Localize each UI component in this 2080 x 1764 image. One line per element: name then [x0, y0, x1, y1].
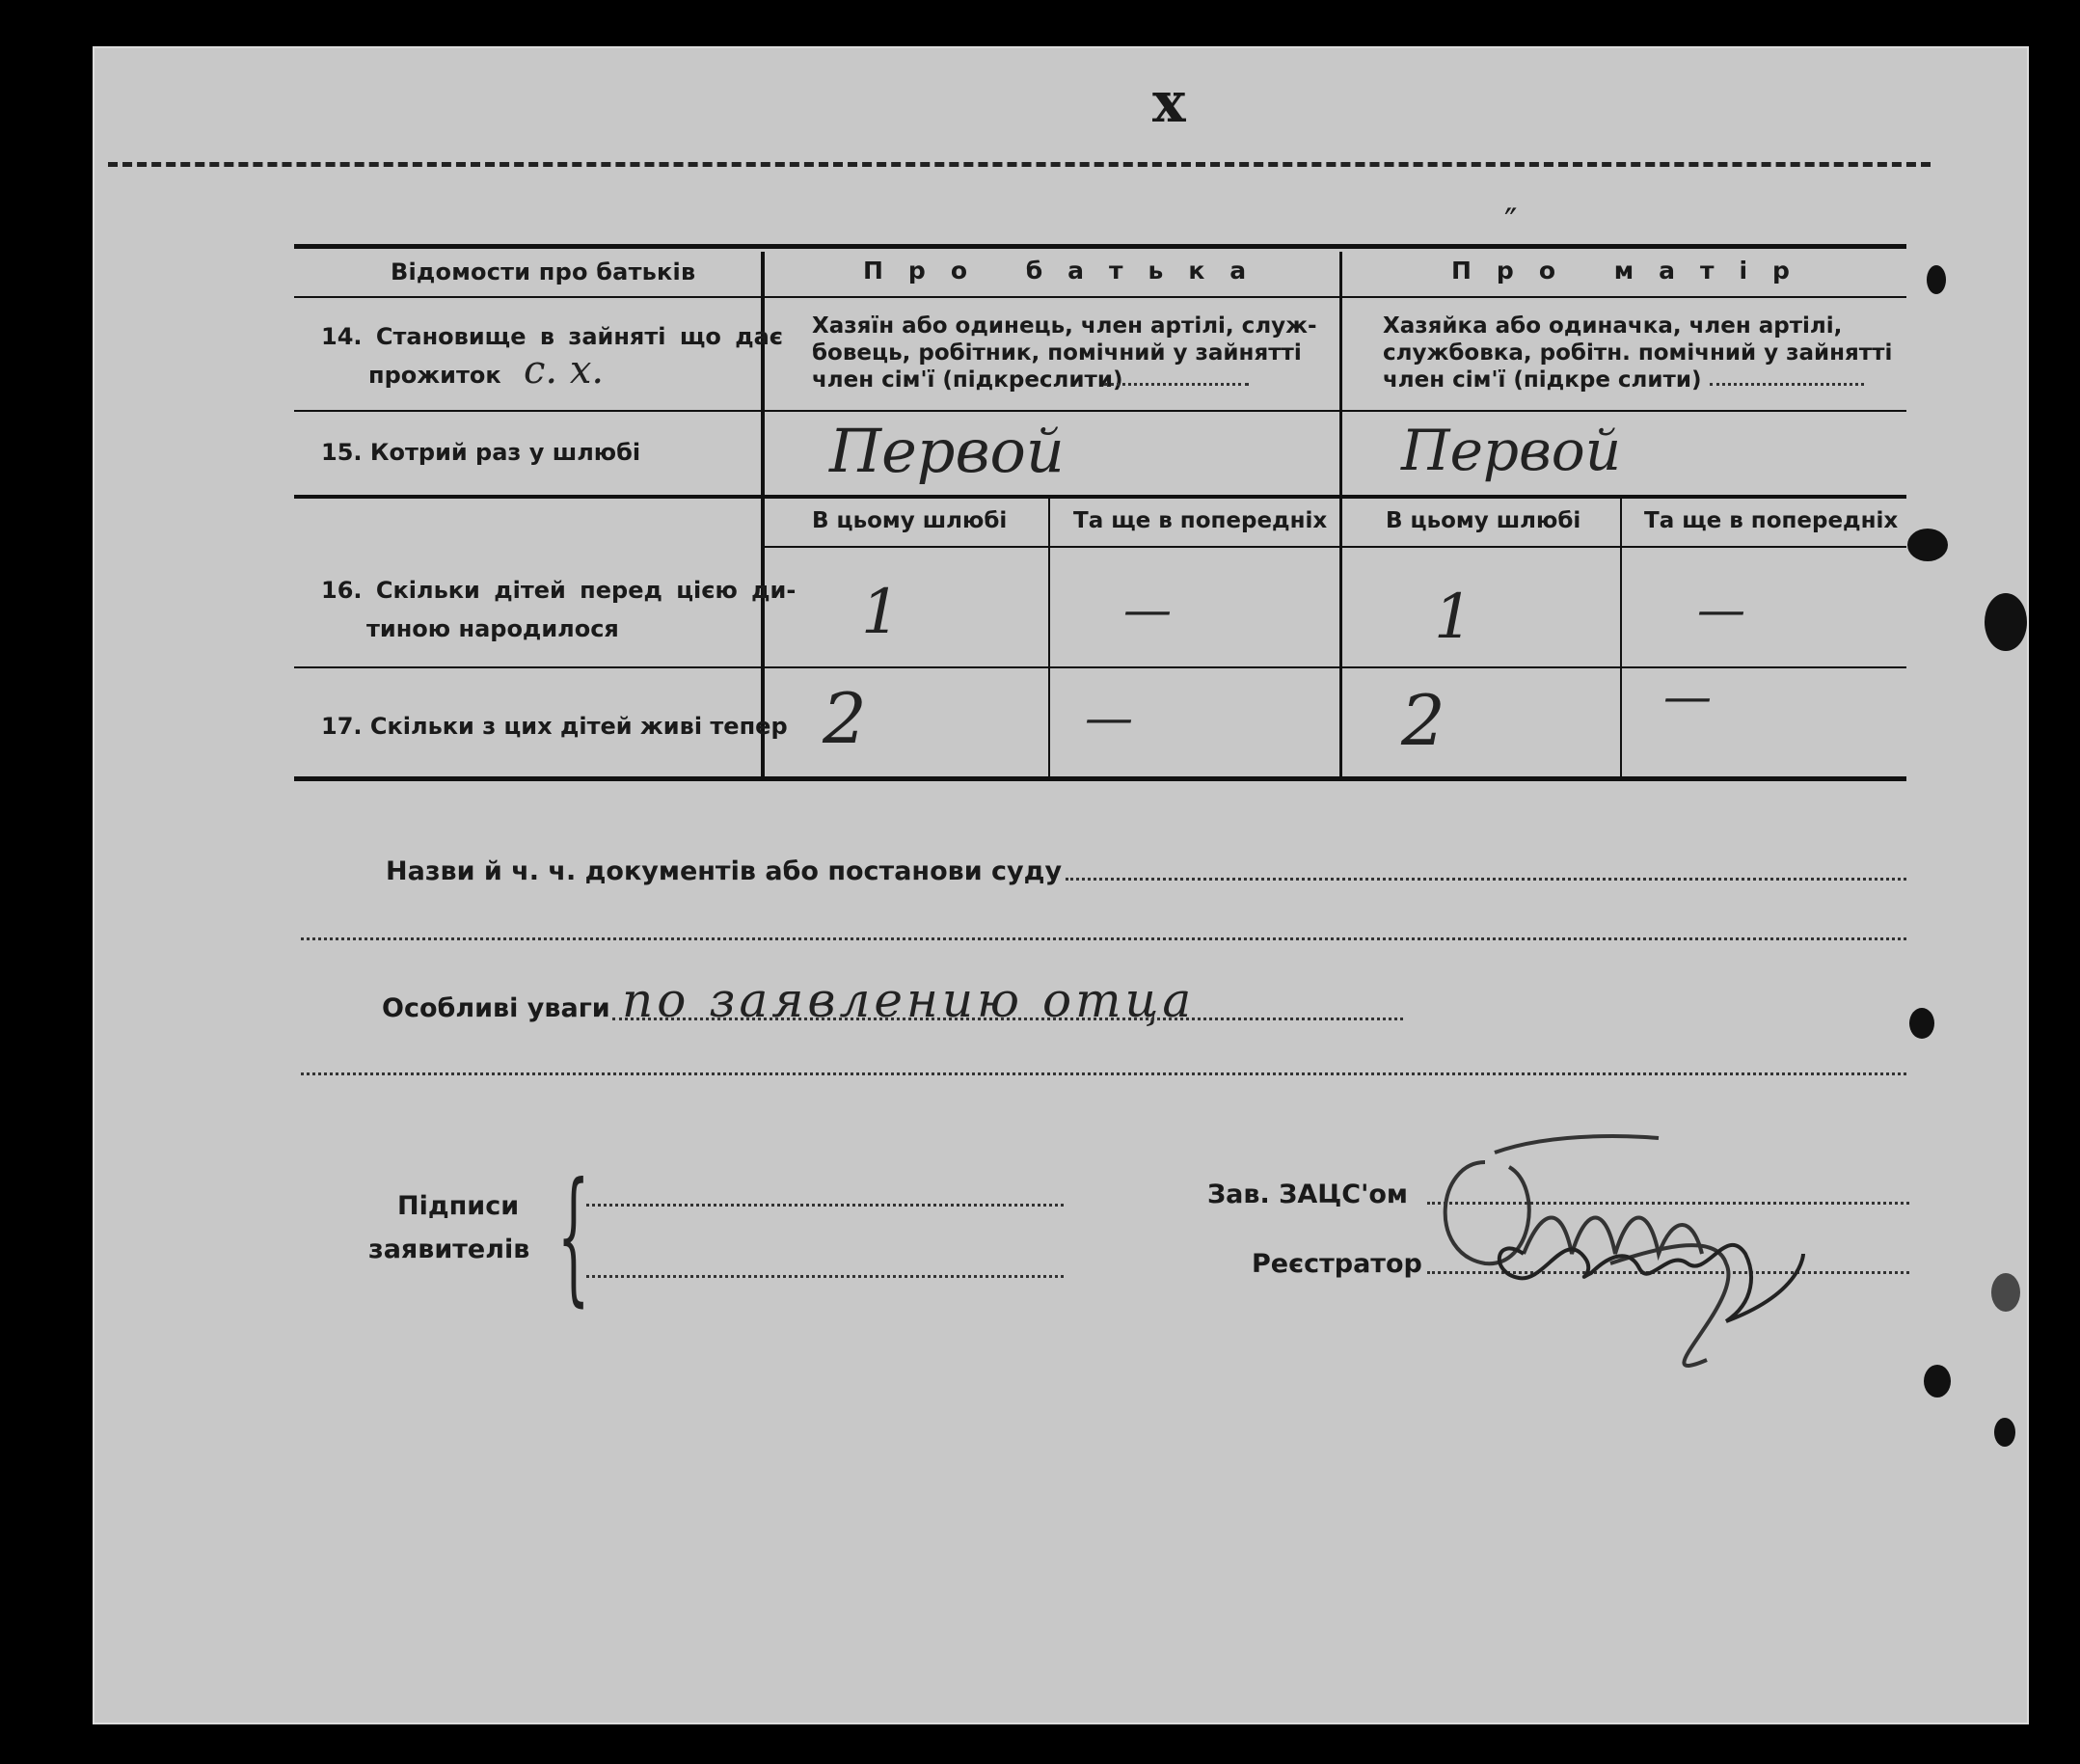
- row15-label: 15. Котрий раз у шлюбі: [321, 439, 641, 466]
- row14-label-line1: 14. Становище в зайняті що дає: [321, 323, 783, 350]
- row14-mother-line1: Хазяйка або одиначка, член артілі,: [1383, 313, 1843, 339]
- notes-handwritten-value: по заявлению отца: [622, 972, 1196, 1028]
- signatures-label-line2: заявителів: [368, 1235, 530, 1264]
- notes-blank: [612, 1018, 1403, 1020]
- row16-father-this: 1: [861, 577, 901, 648]
- row15-father-value: Первой: [829, 416, 1065, 486]
- punch-hole: [1927, 265, 1946, 294]
- row17-father-this: 2: [823, 678, 867, 759]
- table-bottom-border: [294, 776, 1906, 781]
- row14-mother-line3: член сім'ї (підкре слити): [1383, 367, 1702, 393]
- row15-mother-value: Первой: [1401, 418, 1622, 483]
- punch-hole: [1909, 1008, 1934, 1039]
- table-line: [294, 296, 1906, 298]
- row14-father-line2: бовець, робітник, помічний у зайнятті: [812, 340, 1302, 366]
- row17-label: 17. Скільки з цих дітей живі тепер: [321, 713, 788, 740]
- table-divider: [1048, 499, 1050, 777]
- table-divider: [1620, 499, 1622, 777]
- row16-label-line2: тиною народилося: [366, 615, 619, 642]
- father-this-marriage-header: В цьому шлюбі: [812, 508, 1008, 533]
- row16-father-prev: —: [1123, 582, 1172, 638]
- row14-handwritten-value: с. х.: [524, 348, 605, 393]
- row14-father-line3: член сім'ї (підкреслити): [812, 367, 1123, 393]
- signatures-brace: {: [557, 1153, 590, 1320]
- row14-father-line1: Хазяїн або одинець, член артілі, служ-: [812, 313, 1317, 339]
- notes-label: Особливі уваги: [382, 993, 610, 1023]
- father-previous-header: Та ще в попередніх: [1073, 508, 1328, 533]
- registrar-label: Реєстратор: [1252, 1249, 1422, 1279]
- row16-mother-prev: —: [1697, 582, 1745, 638]
- row17-mother-this: 2: [1401, 680, 1445, 761]
- header-mother: Про матір: [1451, 257, 1815, 285]
- row17-mother-prev: —: [1663, 668, 1712, 724]
- table-line: [294, 495, 1906, 499]
- row14-mother-line2: службовка, робітн. помічний у зайнятті: [1383, 340, 1893, 366]
- header-info: Відомости про батьків: [391, 258, 696, 285]
- table-line: [765, 546, 1906, 548]
- row14-label-line2: прожиток: [368, 362, 501, 389]
- documents-blank: [1066, 878, 1906, 881]
- punch-hole: [1924, 1365, 1951, 1398]
- row14-father-blank: [1104, 383, 1249, 386]
- pencil-tick-mark: ″: [1504, 203, 1518, 242]
- punch-hole: [1985, 593, 2027, 651]
- row17-father-prev: —: [1085, 690, 1133, 746]
- row16-mother-this: 1: [1434, 582, 1473, 653]
- stain: [1991, 1273, 2020, 1312]
- applicant-signature-line1: [586, 1204, 1064, 1207]
- head-label: Зав. ЗАЦС'ом: [1207, 1180, 1408, 1209]
- row14-mother-blank: [1710, 383, 1864, 386]
- table-divider: [1339, 252, 1342, 777]
- header-father: Про батька: [863, 257, 1272, 285]
- table-top-border: [294, 244, 1906, 249]
- mother-this-marriage-header: В цьому шлюбі: [1386, 508, 1581, 533]
- dashed-fold-line: [108, 162, 1931, 167]
- registrar-signature-scribble: [1485, 1196, 1832, 1379]
- documents-blank-line2: [301, 937, 1906, 940]
- punch-hole: [1907, 529, 1948, 561]
- documents-label: Назви й ч. ч. документів або постанови суду: [386, 856, 1063, 886]
- mother-previous-header: Та ще в попередніх: [1644, 508, 1899, 533]
- row16-label-line1: 16. Скільки дітей перед цією ди-: [321, 577, 797, 604]
- parents-info-table: [294, 244, 1906, 779]
- applicant-signature-line2: [586, 1275, 1064, 1278]
- top-mark: ⅹ: [1152, 69, 1186, 135]
- signatures-label-line1: Підписи: [397, 1191, 520, 1221]
- table-line: [294, 410, 1906, 412]
- punch-hole: [1994, 1418, 2015, 1447]
